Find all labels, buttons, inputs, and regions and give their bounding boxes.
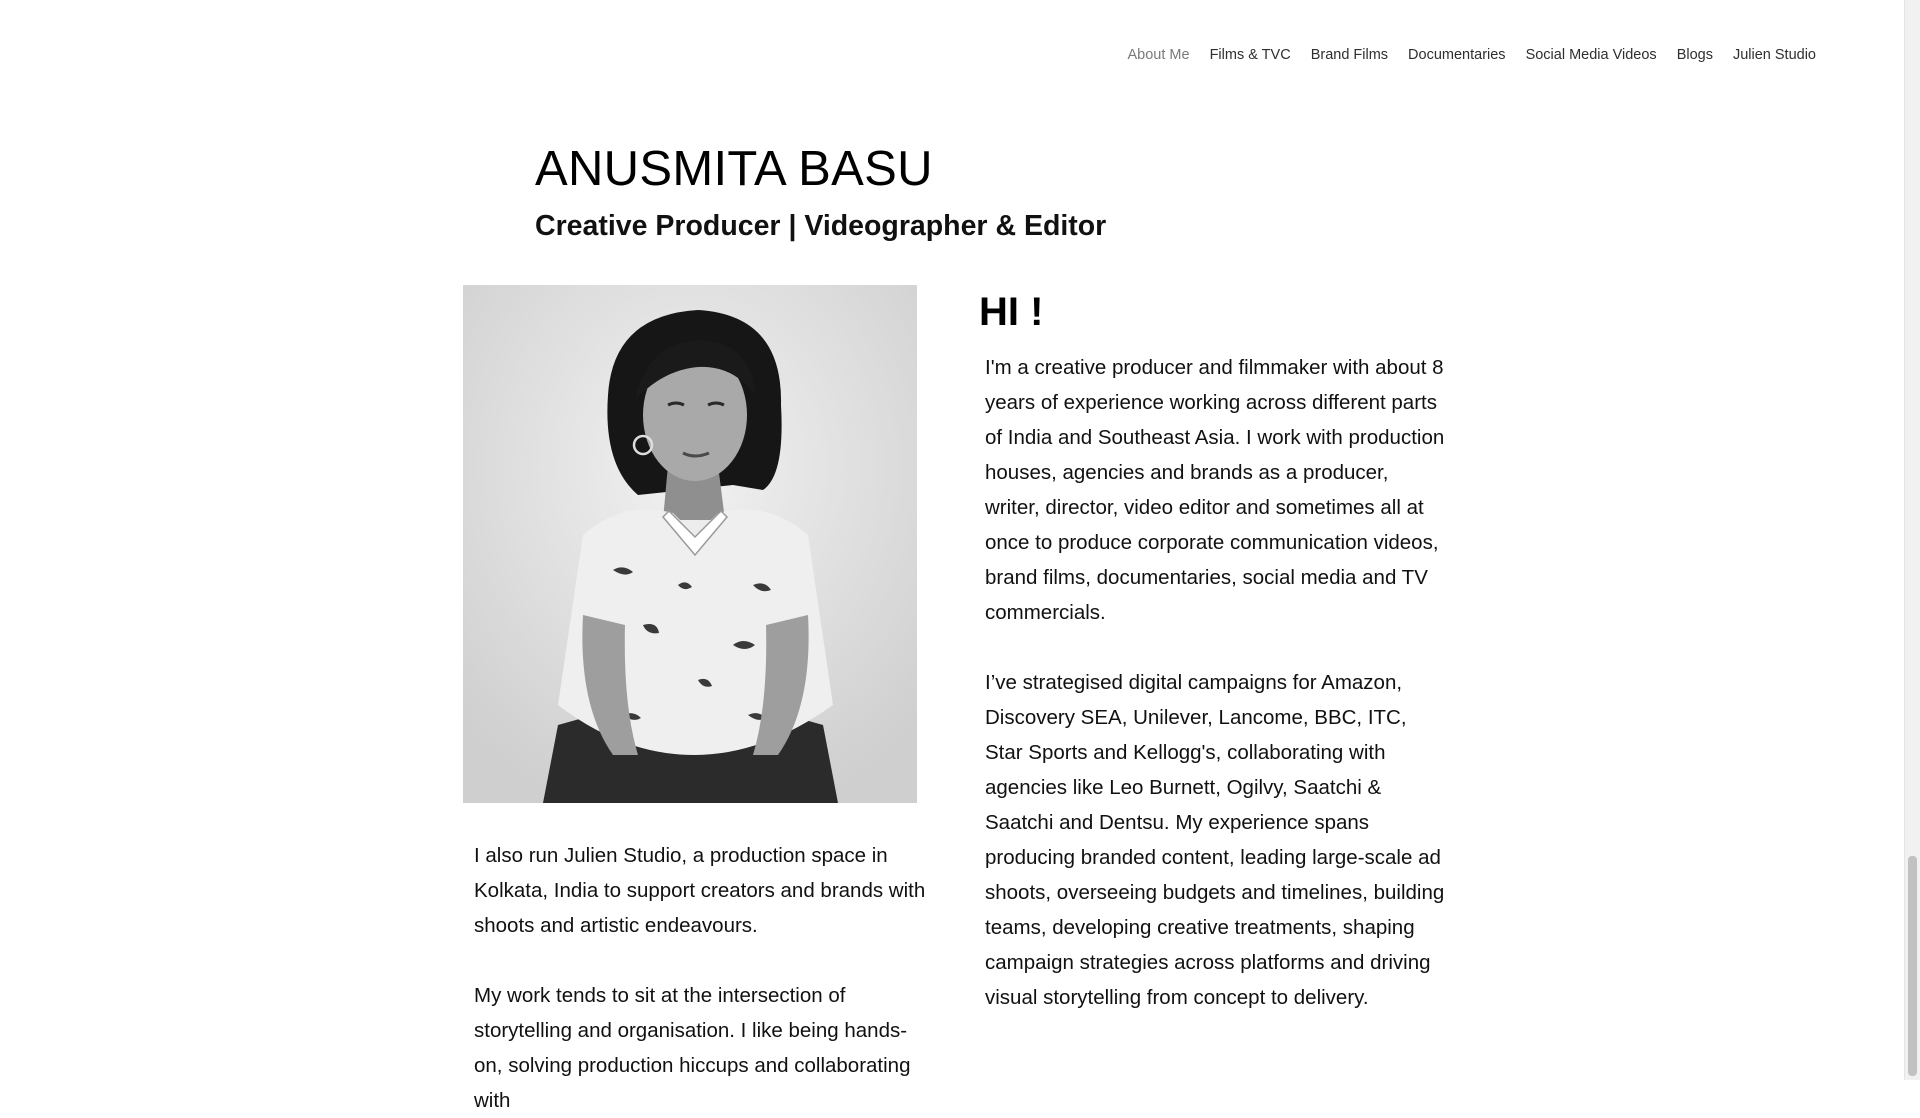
- intro-paragraph-3: I also run Julien Studio, a production space in Kolkata, India to support creators and brands with shoots and artistic endeavours.: [474, 844, 926, 937]
- nav-blogs[interactable]: Blogs: [1676, 47, 1713, 63]
- nav-julien-studio[interactable]: Julien Studio: [1732, 47, 1816, 63]
- nav-films-tvc[interactable]: Films & TVC: [1209, 47, 1291, 63]
- nav-social-media-videos[interactable]: Social Media Videos: [1525, 47, 1657, 63]
- intro-paragraph-1: I'm a creative producer and filmmaker with about 8 years of experience working across different parts of India and Southeast Asia. I work with production houses, agencies and brands as a producer, writer, director, video editor and sometimes all at once to produce corporate communication videos, brand films, documentaries, social media and TV commercials.: [985, 356, 1445, 624]
- page-title: ANUSMITA BASU: [535, 142, 933, 196]
- intro-paragraph-4: My work tends to sit at the intersection of storytelling and organisation. I like being hands-on, solving production hiccups and collaborating with: [474, 984, 911, 1112]
- page-subtitle: Creative Producer | Videographer & Editor: [535, 210, 1107, 242]
- nav-about-me[interactable]: About Me: [1127, 47, 1190, 63]
- nav-brand-films[interactable]: Brand Films: [1310, 47, 1389, 63]
- intro-paragraph-2: I’ve strategised digital campaigns for Amazon, Discovery SEA, Unilever, Lancome, BBC, ITC, Star Sports and Kellogg's, collaborating with agencies like Leo Burnett, Ogilvy, Saatchi & Saatchi and Dentsu. My experience spans producing branded content, leading large-scale ad shoots, overseeing budgets and timelines, building teams, developing creative treatments, shaping campaign strategies across platforms and driving visual storytelling from concept to delivery.: [985, 671, 1445, 1009]
- top-navigation: [1118, 44, 1827, 66]
- greeting-heading: HI !: [979, 290, 1044, 334]
- portrait-photo: [463, 285, 917, 803]
- vertical-scrollbar[interactable]: [1904, 0, 1920, 1080]
- scrollbar-thumb[interactable]: [1908, 856, 1917, 1076]
- nav-documentaries[interactable]: Documentaries: [1408, 47, 1506, 63]
